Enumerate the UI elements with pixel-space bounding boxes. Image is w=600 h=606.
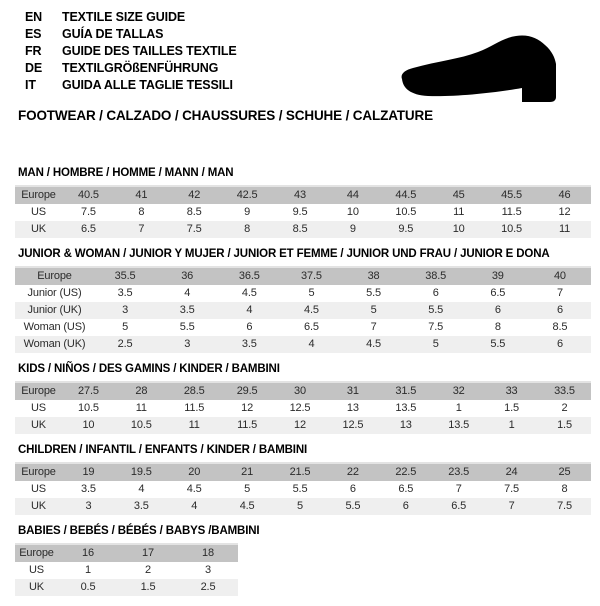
table-header-row — [15, 544, 238, 562]
table-row — [15, 285, 591, 302]
row-label: US — [31, 206, 46, 218]
size-cell: 44 — [326, 186, 379, 204]
size-cell: 5 — [122, 321, 129, 333]
size-cell: 9 — [244, 206, 251, 218]
language-title: GUIDA ALLE TAGLIE TESSILI — [62, 78, 233, 92]
language-row-it — [25, 77, 237, 94]
language-row-en — [25, 9, 237, 26]
category-heading: FOOTWEAR / CALZADO / CHAUSSURES / SCHUHE / CALZATURE — [18, 108, 433, 123]
section-junior-woman — [15, 248, 591, 353]
size-cell: 12.5 — [326, 417, 379, 434]
size-cell: 5 — [244, 483, 251, 495]
language-code: DE — [25, 61, 43, 75]
size-table-children — [15, 462, 591, 515]
size-cell: 4.5 — [343, 336, 405, 353]
table-row — [15, 204, 591, 221]
size-cell: 5.5 — [326, 498, 379, 515]
size-cell: 3.5 — [218, 336, 280, 353]
section-children — [15, 444, 591, 515]
size-cell: 38 — [343, 267, 405, 285]
size-cell: 3 — [94, 302, 156, 319]
size-cell: 7.5 — [504, 483, 519, 495]
size-cell: 3.5 — [117, 287, 133, 299]
size-cell: 46 — [538, 186, 591, 204]
size-cell: 6 — [529, 336, 591, 353]
size-cell: 25 — [538, 463, 591, 481]
size-cell: 4 — [168, 498, 221, 515]
size-cell: 5 — [274, 498, 327, 515]
size-cell: 6.5 — [432, 498, 485, 515]
size-cell: 19 — [62, 463, 115, 481]
size-cell: 7.5 — [81, 206, 96, 218]
size-cell: 9.5 — [292, 206, 308, 218]
size-cell: 12 — [241, 402, 254, 414]
size-cell: 4 — [184, 287, 191, 299]
table-header-row — [15, 186, 591, 204]
size-cell: 42.5 — [221, 186, 274, 204]
size-cell: 37.5 — [280, 267, 342, 285]
language-row-de — [25, 60, 237, 77]
size-cell: 12.5 — [289, 402, 311, 414]
size-cell: 4.5 — [280, 302, 342, 319]
size-cell: 28 — [115, 382, 168, 400]
size-cell: 16 — [58, 544, 118, 562]
size-cell: 3.5 — [156, 302, 218, 319]
size-cell: 0.5 — [58, 579, 118, 596]
table-row — [15, 579, 238, 596]
size-cell: 38.5 — [405, 267, 467, 285]
row-label: Europe — [15, 186, 62, 204]
size-cell: 7 — [556, 287, 563, 299]
size-cell: 6 — [349, 483, 356, 495]
section-title-children: CHILDREN / INFANTIL / ENFANTS / KINDER / BAMBINI — [18, 444, 308, 456]
size-cell: 1.5 — [504, 402, 519, 414]
section-babies — [15, 525, 591, 596]
size-cell: 6 — [379, 498, 432, 515]
language-code: FR — [25, 44, 42, 58]
section-title-kids: KIDS / NIÑOS / DES GAMINS / KINDER / BAMBINI — [18, 363, 280, 375]
size-cell: 27.5 — [62, 382, 115, 400]
size-cell: 22.5 — [379, 463, 432, 481]
size-cell: 42 — [168, 186, 221, 204]
size-cell: 12 — [558, 206, 571, 218]
size-cell: 9 — [326, 221, 379, 238]
row-label: US — [31, 402, 46, 414]
size-cell: 7.5 — [168, 221, 221, 238]
size-cell: 4.5 — [241, 287, 257, 299]
size-cell: 24 — [485, 463, 538, 481]
language-title: TEXTILGRÖßENFÜHRUNG — [62, 61, 219, 75]
size-cell: 3 — [156, 336, 218, 353]
size-cell: 33.5 — [538, 382, 591, 400]
size-cell: 7 — [115, 221, 168, 238]
language-row-es — [25, 26, 237, 43]
size-cell: 28.5 — [168, 382, 221, 400]
size-cell: 32 — [432, 382, 485, 400]
size-cell: 11 — [538, 221, 591, 238]
size-cell: 10.5 — [485, 221, 538, 238]
language-code: IT — [25, 78, 36, 92]
size-cell: 23.5 — [432, 463, 485, 481]
size-cell: 13 — [379, 417, 432, 434]
size-cell: 45 — [432, 186, 485, 204]
size-cell: 5.5 — [366, 287, 381, 299]
size-cell: 31 — [326, 382, 379, 400]
size-cell: 3 — [62, 498, 115, 515]
table-header-row — [15, 267, 591, 285]
section-title-man: MAN / HOMBRE / HOMME / MANN / MAN — [18, 167, 234, 179]
size-cell: 6.5 — [304, 321, 319, 333]
size-cell: 5.5 — [179, 321, 195, 333]
size-cell: 30 — [274, 382, 327, 400]
size-cell: 6 — [529, 302, 591, 319]
size-cell: 5.5 — [292, 483, 308, 495]
language-title: TEXTILE SIZE GUIDE — [62, 10, 186, 24]
row-label: Europe — [15, 463, 62, 481]
table-row — [15, 336, 591, 353]
section-man — [15, 167, 591, 238]
size-cell: 11.5 — [501, 206, 522, 218]
table-row — [15, 498, 591, 515]
size-cell: 7 — [485, 498, 538, 515]
row-label: UK — [15, 579, 58, 596]
row-label: Woman (US) — [23, 321, 86, 333]
row-label: US — [31, 483, 46, 495]
table-header-row — [15, 382, 591, 400]
size-cell: 40.5 — [62, 186, 115, 204]
size-cell: 7.5 — [538, 498, 591, 515]
size-table-man — [15, 185, 591, 238]
size-cell: 1.5 — [538, 417, 591, 434]
size-cell: 4 — [218, 302, 280, 319]
size-table-babies — [15, 543, 238, 596]
size-cell: 2 — [145, 564, 151, 576]
size-cell: 9.5 — [379, 221, 432, 238]
section-title-babies: BABIES / BEBÉS / BÉBÉS / BABYS /BAMBINI — [18, 525, 260, 537]
size-cell: 10.5 — [115, 417, 168, 434]
size-cell: 12 — [274, 417, 327, 434]
size-cell: 6 — [467, 302, 529, 319]
size-cell: 7 — [370, 321, 377, 333]
size-cell: 3.5 — [81, 483, 96, 495]
size-cell: 6 — [246, 321, 253, 333]
size-cell: 8.5 — [186, 206, 202, 218]
size-cell: 4.5 — [186, 483, 202, 495]
row-label: US — [29, 564, 44, 576]
size-cell: 11 — [135, 402, 147, 414]
size-cell: 21 — [221, 463, 274, 481]
size-cell: 7 — [455, 483, 462, 495]
dress-shoe-icon — [398, 33, 575, 105]
size-cell: 41 — [115, 186, 168, 204]
size-cell: 6.5 — [398, 483, 414, 495]
size-cell: 11 — [168, 417, 221, 434]
size-cell: 11.5 — [221, 417, 274, 434]
size-cell: 31.5 — [379, 382, 432, 400]
size-cell: 18 — [178, 544, 238, 562]
row-label: Woman (UK) — [15, 336, 94, 353]
size-table-kids — [15, 381, 591, 434]
size-cell: 3.5 — [115, 498, 168, 515]
language-title: GUIDE DES TAILLES TEXTILE — [62, 44, 237, 58]
size-cell: 1 — [455, 402, 462, 414]
size-cell: 8 — [138, 206, 145, 218]
size-cell: 13.5 — [395, 402, 417, 414]
size-cell: 20 — [168, 463, 221, 481]
language-title: GUÍA DE TALLAS — [62, 27, 164, 41]
table-row — [15, 302, 591, 319]
size-cell: 36 — [156, 267, 218, 285]
size-cell: 36.5 — [218, 267, 280, 285]
size-cell: 8.5 — [552, 321, 568, 333]
row-label: Europe — [15, 544, 58, 562]
table-header-row — [15, 463, 591, 481]
row-label: UK — [15, 417, 62, 434]
language-code: EN — [25, 10, 43, 24]
size-cell: 2.5 — [94, 336, 156, 353]
size-cell: 39 — [467, 267, 529, 285]
size-cell: 8 — [561, 483, 568, 495]
row-label: Europe — [15, 382, 62, 400]
size-cell: 2 — [561, 402, 568, 414]
size-cell: 17 — [118, 544, 178, 562]
row-label: UK — [15, 498, 62, 515]
language-guide-block — [25, 9, 237, 94]
table-row — [15, 417, 591, 434]
size-cell: 13.5 — [432, 417, 485, 434]
size-cell: 35.5 — [94, 267, 156, 285]
section-kids — [15, 363, 591, 434]
size-cell: 45.5 — [485, 186, 538, 204]
size-cell: 22 — [326, 463, 379, 481]
size-cell: 4 — [138, 483, 145, 495]
size-cell: 8.5 — [274, 221, 327, 238]
size-cell: 6.5 — [490, 287, 506, 299]
section-title-junior-woman: JUNIOR & WOMAN / JUNIOR Y MUJER / JUNIOR ET FEMME / JUNIOR UND FRAU / JUNIOR E DONA — [18, 248, 550, 260]
size-cell: 10.5 — [78, 402, 99, 414]
size-cell: 10 — [346, 206, 359, 218]
size-cell: 5 — [343, 302, 405, 319]
table-row — [15, 481, 591, 498]
size-cell: 10.5 — [395, 206, 417, 218]
size-cell: 1 — [485, 417, 538, 434]
table-row — [15, 562, 238, 579]
size-cell: 40 — [529, 267, 591, 285]
size-cell: 5 — [308, 287, 315, 299]
language-code: ES — [25, 27, 42, 41]
size-cell: 19.5 — [115, 463, 168, 481]
size-cell: 13 — [346, 402, 359, 414]
size-cell: 8 — [494, 321, 501, 333]
size-cell: 2.5 — [178, 579, 238, 596]
size-cell: 5.5 — [467, 336, 529, 353]
language-row-fr — [25, 43, 237, 60]
size-cell: 6.5 — [62, 221, 115, 238]
size-cell: 44.5 — [379, 186, 432, 204]
size-cell: 11.5 — [184, 402, 205, 414]
size-cell: 5.5 — [405, 302, 467, 319]
size-cell: 4.5 — [221, 498, 274, 515]
size-cell: 33 — [485, 382, 538, 400]
table-row — [15, 319, 591, 336]
size-tables-area — [15, 167, 591, 606]
table-row — [15, 400, 591, 417]
size-cell: 3 — [205, 564, 211, 576]
size-cell: 6 — [432, 287, 439, 299]
size-cell: 5 — [405, 336, 467, 353]
size-cell: 1.5 — [118, 579, 178, 596]
size-cell: 10 — [432, 221, 485, 238]
size-cell: 21.5 — [274, 463, 327, 481]
row-label: Europe — [15, 267, 94, 285]
size-table-junior-woman — [15, 266, 591, 353]
size-cell: 43 — [274, 186, 327, 204]
row-label: Junior (UK) — [15, 302, 94, 319]
row-label: UK — [15, 221, 62, 238]
size-cell: 7.5 — [428, 321, 444, 333]
row-label: Junior (US) — [27, 287, 82, 299]
size-cell: 29.5 — [221, 382, 274, 400]
size-cell: 1 — [85, 564, 91, 576]
size-cell: 10 — [62, 417, 115, 434]
size-cell: 11 — [453, 206, 465, 218]
size-cell: 4 — [280, 336, 342, 353]
table-row — [15, 221, 591, 238]
size-cell: 8 — [221, 221, 274, 238]
